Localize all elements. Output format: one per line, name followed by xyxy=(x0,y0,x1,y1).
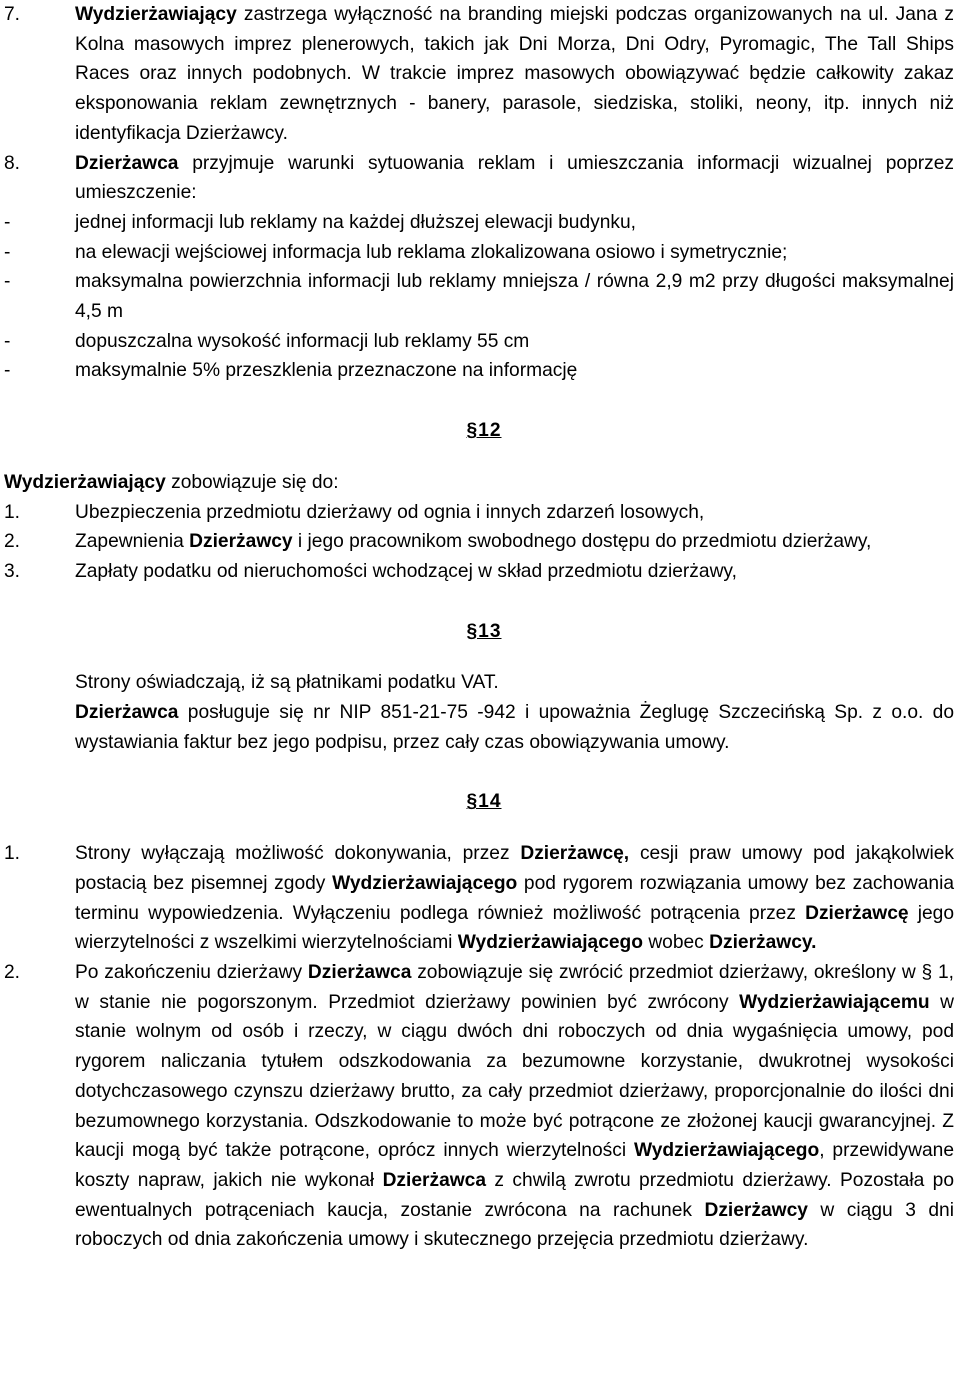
party-name: Wydzierżawiającego xyxy=(457,932,643,954)
bullet-item xyxy=(4,327,954,357)
list-item xyxy=(4,958,954,1255)
list-item xyxy=(4,839,954,958)
bullet-text: maksymalnie 5% przeszklenia przeznaczone na informację xyxy=(75,360,578,382)
bullet-dash: - xyxy=(4,241,11,263)
bullet-dash: - xyxy=(4,211,11,233)
item-text: , przewidywane koszty napraw, jakich nie wykonał xyxy=(75,1140,954,1191)
intro-text: zobowiązuje się do: xyxy=(165,471,339,493)
clause-text: przyjmuje warunki sytuowania reklam i umieszczania informacji wizualnej poprzez umieszczenie: xyxy=(75,152,954,204)
item-text: Zapewnienia xyxy=(75,531,190,553)
item-text: w ciągu 3 dni roboczych od dnia zakończenia umowy i skutecznego przejęcia przedmiotu dzierżawy. xyxy=(75,1199,954,1251)
clause-8 xyxy=(4,149,954,208)
party-name: Wydzierżawiający xyxy=(4,471,166,493)
bullet-text: na elewacji wejściowej informacja lub reklama zlokalizowana osiowo i symetrycznie; xyxy=(75,241,788,263)
party-name: Dzierżawcę xyxy=(805,902,909,924)
item-text: z chwilą zwrotu przedmiotu dzierżawy. Pozostała po ewentualnych potrąceniach kaucja, zostanie zwrócona na rachunek xyxy=(75,1169,954,1221)
bullet-text: jednej informacji lub reklamy na każdej dłuższej elewacji budynku, xyxy=(75,211,636,233)
item-text: Zapłaty podatku od nieruchomości wchodzącej w skład przedmiotu dzierżawy, xyxy=(75,560,737,582)
section-heading-13: §13 xyxy=(466,620,502,642)
item-text: Ubezpieczenia przedmiotu dzierżawy od ognia i innych zdarzeń losowych, xyxy=(75,501,705,523)
item-text: Po zakończeniu dzierżawy xyxy=(75,961,308,983)
nip-statement xyxy=(4,698,954,757)
list-item xyxy=(4,498,954,528)
item-number: 2. xyxy=(4,531,21,553)
bullet-text: maksymalna powierzchnia informacji lub reklamy mniejsza / równa 2,9 m2 przy długości maksymalnej 4,5 m xyxy=(75,271,954,323)
list-item xyxy=(4,527,954,557)
party-name: Dzierżawcy xyxy=(189,531,293,553)
item-text: jego wierzytelności z wszelkimi wierzytelnościami xyxy=(75,902,955,954)
party-name: Dzierżawcę, xyxy=(520,843,630,865)
item-text: zobowiązuje się zwrócić przedmiot dzierżawy, określony w § 1, w stanie nie pogorszonym. Przedmiot dzierżawy powinien być zwrócony xyxy=(75,961,954,1013)
section-heading-14: §14 xyxy=(466,791,502,813)
vat-statement: Strony oświadczają, iż są płatnikami podatku VAT. xyxy=(75,672,499,694)
party-name: Dzierżawca xyxy=(75,152,179,174)
item-number: 1. xyxy=(4,501,21,523)
bullet-item xyxy=(4,356,954,386)
clause-number: 7. xyxy=(4,4,21,25)
party-name: Dzierżawca xyxy=(307,961,412,983)
clause-text: zastrzega wyłączność na branding miejski podczas organizowanych na ul. Jana z Kolna masowych imprez plenerowych, takich jak Dni Morza, Dni Odry, Pyromagic, The Tall Ships Races oraz innych podobnych. W trakcie imprez masowych obowiązywać będzie całkowity zakaz eksponowania reklam zewnętrznych - banery, parasole, siedziska, stoliki, neony, itp. innych niż identyfikacja Dzierżawcy. xyxy=(75,4,954,144)
bullet-item xyxy=(4,208,954,238)
bullet-item xyxy=(4,267,954,326)
item-text: w stanie wolnym od osób i rzeczy, w ciągu dwóch dni roboczych od dnia wygaśnięcia umowy, pod rygorem naliczania tytułem odszkodowania za bezumowne korzystanie, dwukrotnej wysokości dotychczasowego czynszu dzierżawy brutto, za cały przedmiot dzierżawy, proporcjonalnie do ilości dni bezumownego korzystania. Odszkodowanie to może być potrącone ze złożonej kaucji gwarancyjnej. Z kaucji mogą być także potrącone, oprócz innych wierzytelności xyxy=(75,991,955,1162)
clause-7 xyxy=(4,0,954,149)
party-name: Wydzierżawiającemu xyxy=(739,991,930,1013)
party-name: Dzierżawcy xyxy=(704,1199,808,1221)
party-name: Dzierżawca xyxy=(382,1169,487,1191)
bullet-dash: - xyxy=(4,360,11,382)
bullet-text: dopuszczalna wysokość informacji lub reklamy 55 cm xyxy=(75,330,530,352)
item-text: pod rygorem rozwiązania umowy bez zachowania terminu wypowiedzenia. Wyłączeniu podlega również możliwość potrącenia przez xyxy=(75,872,955,924)
party-name: Wydzierżawiający xyxy=(75,4,237,25)
item-number: 2. xyxy=(4,961,21,983)
item-text: wobec xyxy=(642,932,710,954)
party-name: Wydzierżawiającego xyxy=(332,872,518,894)
item-text: Strony wyłączają możliwość dokonywania, przez xyxy=(75,843,521,865)
item-text: i jego pracownikom swobodnego dostępu do przedmiotu dzierżawy, xyxy=(292,531,872,553)
party-name: Dzierżawcy. xyxy=(709,932,817,954)
item-number: 1. xyxy=(4,843,21,865)
section-12-intro xyxy=(4,468,954,498)
bullet-dash: - xyxy=(4,271,11,293)
item-number: 3. xyxy=(4,560,21,582)
statement-text: posługuje się nr NIP 851-21-75 -942 i upoważnia Żeglugę Szczecińską Sp. z o.o. do wystawiania faktur bez jego podpisu, przez cały czas obowiązywania umowy. xyxy=(75,702,954,753)
bullet-dash: - xyxy=(4,330,11,352)
section-heading-12: §12 xyxy=(466,420,502,442)
party-name: Wydzierżawiającego xyxy=(634,1140,820,1162)
list-item xyxy=(4,557,954,587)
bullet-item xyxy=(4,238,954,268)
clause-number: 8. xyxy=(4,152,21,174)
item-text: cesji praw umowy pod jakąkolwiek postacią bez pisemnej zgody xyxy=(75,843,955,894)
party-name: Dzierżawca xyxy=(75,702,179,724)
